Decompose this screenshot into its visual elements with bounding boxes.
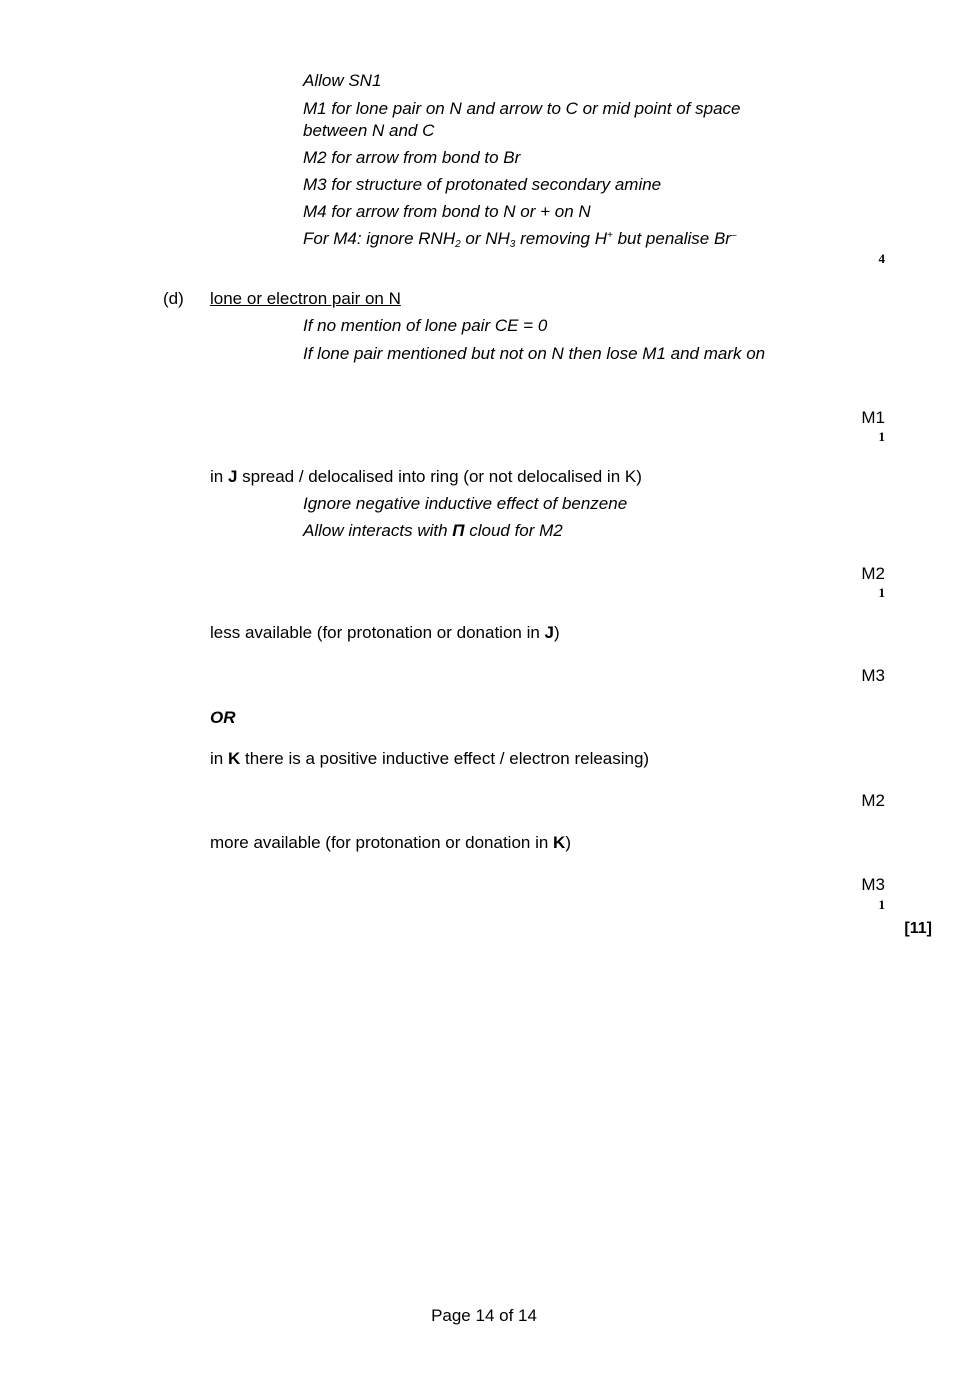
marks-m3: 1 (878, 897, 885, 912)
mark-label-m3: M3 (861, 666, 885, 685)
guidance-lose-m1: If lone pair mentioned but not on N then lose M1 and mark on (303, 344, 766, 363)
mark-label-m2-alt: M2 (861, 791, 885, 810)
answer-lone-pair: lone or electron pair on N (210, 289, 401, 308)
marks-m2: 1 (878, 585, 885, 600)
page-footer: Page 14 of 14 (431, 1306, 537, 1325)
guidance-pi-cloud: Allow interacts with Π cloud for M2 (303, 521, 563, 540)
answer-delocalised: in J spread / delocalised into ring (or not delocalised in K) (210, 467, 642, 486)
guidance-m3: M3 for structure of protonated secondary amine (303, 175, 662, 194)
answer-more-available: more available (for protonation or donation in K) (210, 833, 571, 852)
guidance-m2: M2 for arrow from bond to Br (303, 148, 521, 167)
mark-label-m1: M1 (861, 408, 885, 427)
guidance-m1: M1 for lone pair on N and arrow to C or mid point of space between N and C (303, 99, 741, 140)
guidance-ce-zero: If no mention of lone pair CE = 0 (303, 316, 548, 335)
mark-label-m2: M2 (861, 564, 885, 583)
guidance-m4-penalty: For M4: ignore $RNH_2$ or $NH_3$ removing H+ but penalise Br– (303, 229, 737, 250)
guidance-ignore-inductive: Ignore negative inductive effect of benzene (303, 494, 628, 513)
guidance-m4: M4 for arrow from bond to N or + on N (303, 202, 591, 221)
mark-label-m3-alt: M3 (861, 875, 885, 894)
marks-c: 4 (878, 251, 885, 266)
guidance-allow-sn1: Allow SN1 (303, 71, 382, 90)
question-total-marks: [11] (904, 920, 932, 937)
or-label: OR (210, 708, 236, 727)
answer-positive-inductive: in K there is a positive inductive effect / electron releasing) (210, 749, 650, 768)
marks-m1: 1 (878, 429, 885, 444)
answer-less-available: less available (for protonation or donation in J) (210, 623, 560, 642)
question-label-d: (d) (163, 289, 184, 308)
